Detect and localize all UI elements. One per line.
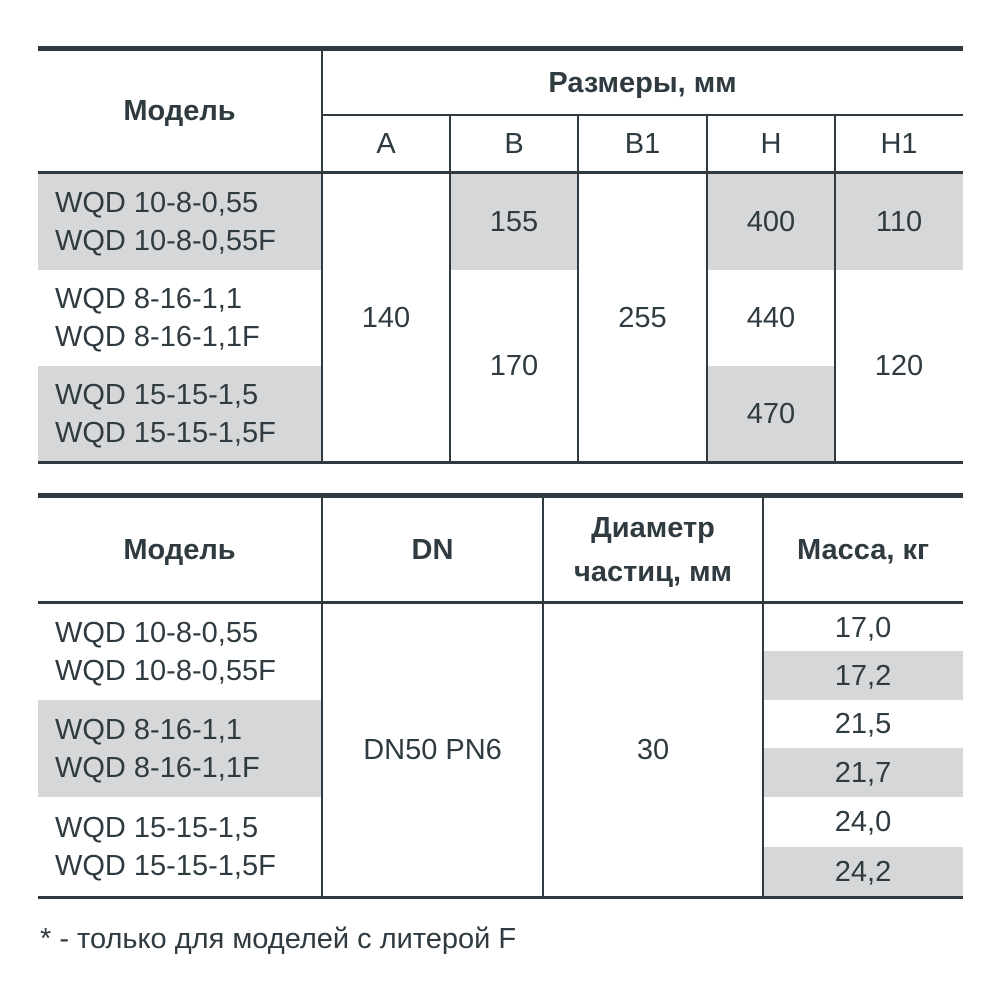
divider [38, 896, 963, 899]
model-cell [38, 366, 321, 461]
diameter-value: 30 [636, 734, 670, 766]
column-header-b1: B1 [624, 127, 661, 160]
value-h: 400 [746, 206, 796, 238]
model-name: WQD 10-8-0,55 [55, 187, 259, 219]
model-header: Модель [123, 95, 236, 127]
value-h: 440 [746, 302, 796, 334]
model-cell [38, 604, 321, 700]
divider [38, 461, 963, 464]
mass-value: 24,2 [834, 855, 892, 888]
diameter-header [543, 498, 763, 601]
model-cell [38, 270, 321, 366]
model-name: WQD 15-15-1,5F [55, 849, 276, 882]
value-h1: 110 [875, 206, 923, 238]
mass-value: 17,0 [834, 611, 892, 644]
model-name: WQD 15-15-1,5 [55, 378, 259, 411]
value-b1: 255 [618, 301, 667, 334]
value-a: 140 [361, 301, 411, 334]
model-name: WQD 10-8-0,55F [55, 225, 276, 257]
mass-header: Масса, кг [796, 533, 930, 566]
mass-value: 17,2 [834, 659, 892, 692]
column-header-h1: H1 [880, 127, 918, 160]
dn-header: DN [411, 533, 454, 566]
model-name: WQD 8-16-1,1F [55, 321, 260, 353]
model-name: WQD 15-15-1,5 [55, 811, 259, 844]
dn-value: DN50 PN6 [363, 734, 502, 766]
model-name: WQD 8-16-1,1F [55, 751, 260, 784]
model-name: WQD 10-8-0,55 [55, 617, 259, 649]
model-cell [38, 700, 321, 797]
column-header-b: B [504, 127, 524, 160]
mass-value: 21,5 [834, 708, 892, 740]
model-name: WQD 8-16-1,1 [55, 713, 242, 746]
diameter-header-line: Диаметр [591, 511, 715, 544]
model-cell [38, 174, 321, 270]
mass-value: 24,0 [834, 806, 892, 838]
footnote: * - только для моделей с литерой F [40, 923, 517, 955]
value-b: 155 [489, 206, 539, 238]
column-header-a: A [376, 127, 396, 160]
model-header: Модель [123, 533, 236, 566]
value-h1: 120 [874, 349, 924, 382]
value-b: 170 [489, 349, 539, 382]
model-name: WQD 15-15-1,5F [55, 416, 276, 449]
value-h: 470 [746, 397, 796, 430]
model-cell [38, 797, 321, 896]
column-header-h: H [760, 127, 782, 160]
dimensions-header: Размеры, мм [548, 66, 737, 99]
diameter-header-line: частиц, мм [574, 555, 732, 588]
model-name: WQD 8-16-1,1 [55, 283, 242, 315]
mass-value: 21,7 [834, 756, 892, 789]
model-name: WQD 10-8-0,55F [55, 655, 276, 687]
